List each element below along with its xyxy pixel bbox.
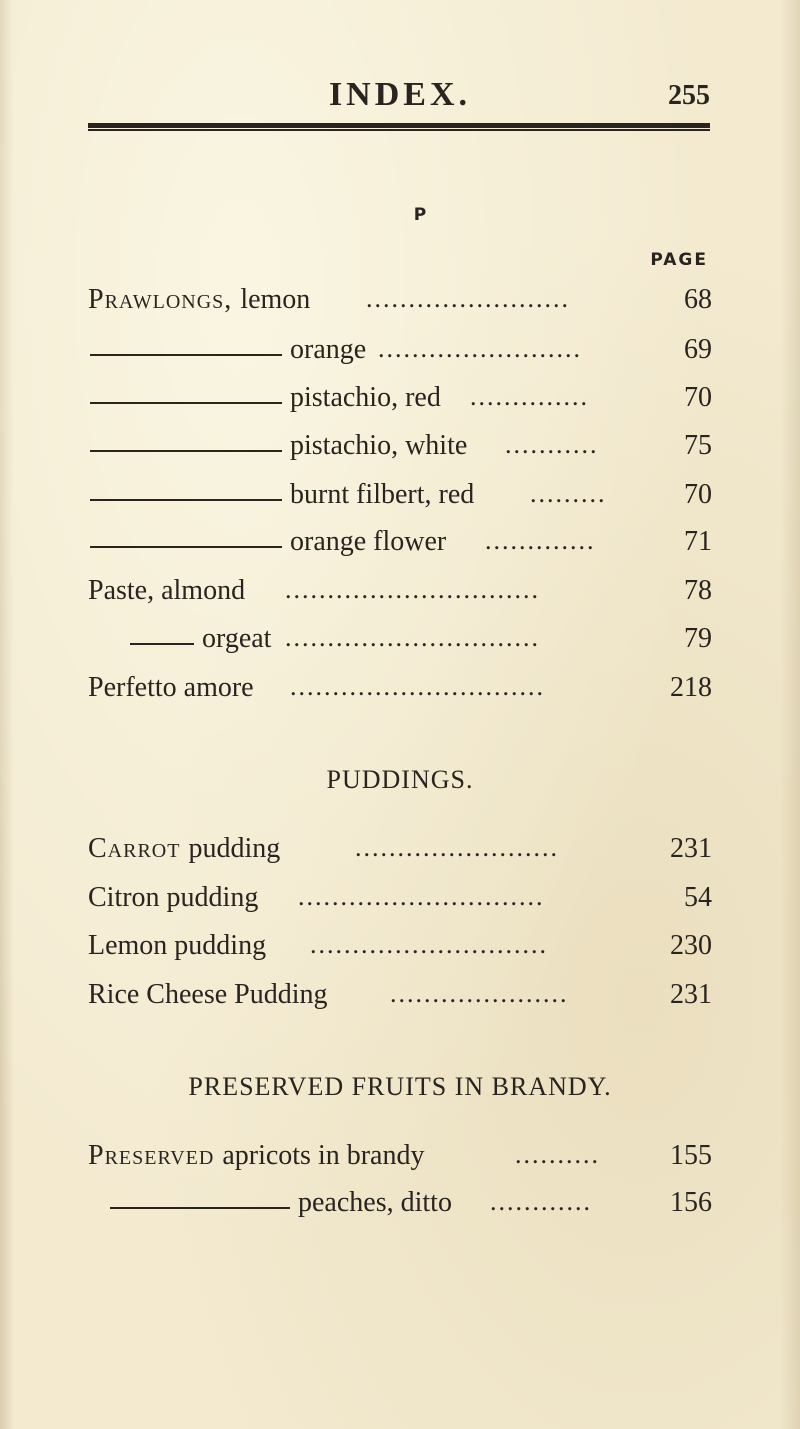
dot-leader: .............................. bbox=[290, 672, 545, 701]
dot-leader: ........................ bbox=[378, 334, 582, 363]
index-entry bbox=[0, 672, 800, 712]
entry-text: burnt filbert, red bbox=[290, 479, 475, 510]
ditto-rule bbox=[130, 643, 194, 645]
entry-lead: Carrot bbox=[88, 833, 181, 864]
entry-text: pistachio, red bbox=[290, 382, 441, 413]
entry-text: Lemon pudding bbox=[88, 930, 267, 961]
ditto-rule bbox=[90, 546, 282, 548]
entry-text: pudding bbox=[188, 833, 281, 864]
entry-lead: Prawlongs, bbox=[88, 284, 233, 315]
running-title: INDEX. bbox=[328, 76, 472, 113]
index-entry bbox=[0, 382, 800, 422]
entry-page: 156 bbox=[670, 1187, 712, 1218]
dot-leader: ............................. bbox=[298, 882, 545, 911]
ditto-rule bbox=[90, 450, 282, 452]
entry-page: 71 bbox=[684, 526, 712, 557]
entry-page: 218 bbox=[670, 672, 712, 703]
index-entry bbox=[0, 526, 800, 566]
dot-leader: .......... bbox=[515, 1140, 600, 1169]
entry-page: 231 bbox=[670, 833, 712, 864]
entry-page: 230 bbox=[670, 930, 712, 961]
entry-text: Paste, almond bbox=[88, 575, 246, 606]
index-entry bbox=[0, 334, 800, 374]
entry-page: 78 bbox=[684, 575, 712, 606]
section-heading-preserved-fruits: PRESERVED FRUITS IN BRANDY. bbox=[188, 1072, 612, 1101]
dot-leader: ........................ bbox=[366, 284, 570, 313]
index-entry bbox=[0, 833, 800, 873]
page-number: 255 bbox=[668, 80, 710, 111]
index-entry bbox=[0, 1187, 800, 1227]
dot-leader: ........... bbox=[505, 430, 599, 459]
entry-text: Citron pudding bbox=[88, 882, 259, 913]
running-head bbox=[60, 76, 740, 116]
index-entry bbox=[0, 479, 800, 519]
ditto-rule bbox=[110, 1207, 290, 1209]
entry-page: 69 bbox=[684, 334, 712, 365]
entry-text: Perfetto amore bbox=[88, 672, 254, 703]
entry-text: orange flower bbox=[290, 526, 447, 557]
entry-lead: Preserved bbox=[88, 1140, 215, 1171]
entry-text: peaches, ditto bbox=[298, 1187, 452, 1218]
entry-text: lemon bbox=[240, 284, 311, 315]
header-rule bbox=[88, 123, 710, 131]
index-entry bbox=[0, 930, 800, 970]
dot-leader: ............. bbox=[485, 526, 596, 555]
index-entry bbox=[0, 882, 800, 922]
entry-text: orange bbox=[290, 334, 367, 365]
entry-page: 155 bbox=[670, 1140, 712, 1171]
page-column-label: PAGE bbox=[650, 250, 708, 270]
entry-page: 79 bbox=[684, 623, 712, 654]
entry-text: Rice Cheese Pudding bbox=[88, 979, 328, 1010]
ditto-rule bbox=[90, 354, 282, 356]
dot-leader: .............................. bbox=[285, 575, 540, 604]
entry-text: orgeat bbox=[202, 623, 272, 654]
index-entry bbox=[0, 430, 800, 470]
dot-leader: ......... bbox=[530, 479, 607, 508]
dot-leader: ............ bbox=[490, 1187, 592, 1216]
entry-page: 75 bbox=[684, 430, 712, 461]
index-entry bbox=[0, 284, 800, 324]
entry-page: 70 bbox=[684, 479, 712, 510]
entry-page: 68 bbox=[684, 284, 712, 315]
entry-text: apricots in brandy bbox=[222, 1140, 425, 1171]
letter-heading: P bbox=[413, 205, 427, 225]
index-entry bbox=[0, 1140, 800, 1180]
index-entry bbox=[0, 575, 800, 615]
ditto-rule bbox=[90, 402, 282, 404]
entry-page: 54 bbox=[684, 882, 712, 913]
dot-leader: ........................ bbox=[355, 833, 559, 862]
dot-leader: .............................. bbox=[285, 623, 540, 652]
section-heading-puddings: PUDDINGS. bbox=[326, 765, 474, 794]
entry-page: 231 bbox=[670, 979, 712, 1010]
ditto-rule bbox=[90, 499, 282, 501]
dot-leader: ..................... bbox=[390, 979, 569, 1008]
dot-leader: .............. bbox=[470, 382, 589, 411]
index-entry bbox=[0, 979, 800, 1019]
dot-leader: ............................ bbox=[310, 930, 548, 959]
entry-page: 70 bbox=[684, 382, 712, 413]
index-entry bbox=[0, 623, 800, 663]
entry-text: pistachio, white bbox=[290, 430, 468, 461]
